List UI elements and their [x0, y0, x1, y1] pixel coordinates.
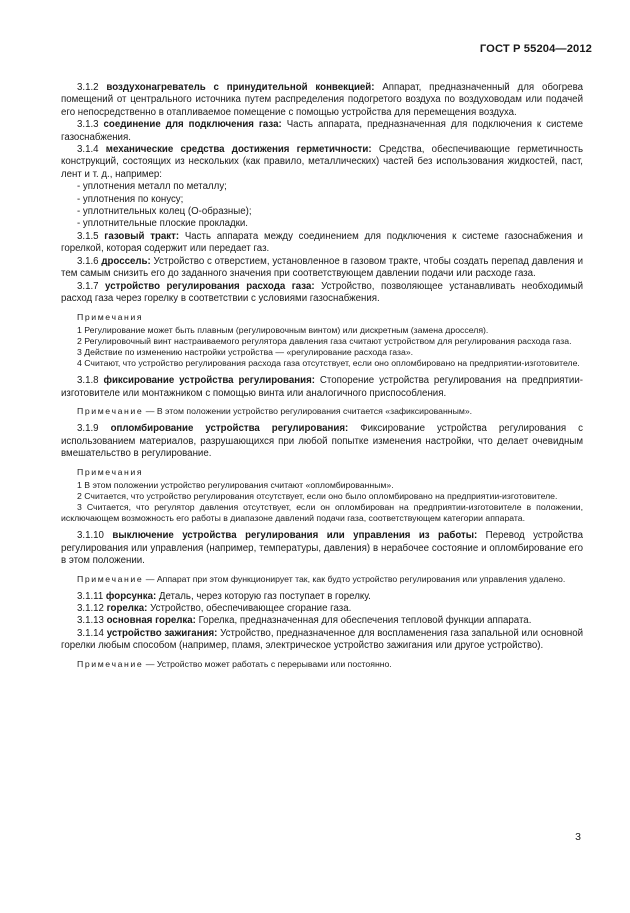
list-item: - уплотнительных колец (О-образные);: [77, 206, 252, 218]
clause-term: газовый тракт:: [104, 230, 180, 242]
note-label: Примечание: [77, 573, 144, 584]
note-single: [61, 659, 583, 670]
clause-3-1-8: [61, 375, 583, 400]
clause-text: Устройство, позволяющее устанавливать необходимый расход газа через горелку в соответствии с условиями газоснабжения.: [61, 280, 583, 304]
clause-3-1-12: [61, 603, 583, 615]
list-item: - уплотнения металл по металлу;: [77, 181, 227, 193]
clause-term: соединение для подключения газа:: [103, 119, 282, 131]
clause-text: Устройство, обеспечивающее сгорание газа.: [150, 602, 352, 614]
clause-3-1-3: [61, 119, 583, 144]
clause-text: Средства, обеспечивающие герметичность конструкций, состоящих из нескольких (как правило, металлических) частей без использования жидкостей, паст, лент и т. д., например:: [61, 144, 583, 180]
notes-heading: Примечания: [77, 467, 144, 478]
clause-3-1-13: [61, 615, 583, 627]
clause-text: Часть аппарата между соединением для подключения к системе газоснабжения и горелкой, которая содержит или передает газ.: [61, 230, 583, 255]
clause-term: горелка:: [106, 602, 148, 614]
note-item: 1 Регулирование может быть плавным (регулировочным винтом) или дискретным (замена дросселя).: [77, 325, 489, 336]
clause-number: 3.1.12: [77, 602, 104, 614]
clause-3-1-10: [61, 530, 583, 567]
clause-text: Горелка, предназначенная для обеспечения тепловой функции аппарата.: [198, 615, 532, 627]
note-single: [61, 406, 583, 417]
list-item: - уплотнительные плоские прокладки.: [77, 218, 248, 230]
clause-term: воздухонагреватель с принудительной конвекцией:: [106, 82, 375, 93]
clause-number: 3.1.6: [77, 255, 99, 267]
clause-text: Стопорение устройства регулирования на предприятии-изготовителе или монтажником с помощью винта или аналогичного приспособления.: [61, 375, 583, 399]
clause-number: 3.1.2: [77, 82, 99, 93]
notes-heading: Примечания: [77, 312, 144, 323]
note-item: 1 В этом положении устройство регулирования считают «опломбированным».: [77, 480, 394, 491]
clause-text: Деталь, через которую газ поступает в горелку.: [158, 590, 371, 602]
clause-term: форсунка:: [105, 590, 157, 602]
clause-term: фиксирование устройства регулирования:: [103, 375, 315, 387]
clause-3-1-9: [61, 423, 583, 460]
clause-term: механические средства достижения герметичности:: [105, 144, 372, 156]
clause-term: дроссель:: [101, 255, 151, 267]
clause-text: Фиксирование устройства регулирования с использованием материалов, разрушающихся при любой попытке изменения настройки, что делает очевидным вмешательство в регулирование.: [61, 423, 583, 459]
clause-number: 3.1.9: [77, 423, 99, 435]
clause-number: 3.1.10: [77, 530, 104, 542]
clause-3-1-11: [61, 591, 583, 603]
clause-3-1-7: [61, 281, 583, 306]
clause-number: 3.1.4: [77, 144, 99, 156]
clause-text: Устройство, предназначенное для воспламенения газа запальной или основной горелки любым способом (например, пламя, электрическое устройство зажигания или другое устройство).: [61, 627, 584, 652]
note-label: Примечание: [77, 658, 144, 669]
note-item: 3 Действие по изменению настройки устройства — «регулирование расхода газа».: [77, 347, 414, 358]
document-header: ГОСТ Р 55204—2012: [479, 43, 592, 55]
clause-term: устройство зажигания:: [106, 627, 218, 639]
clause-number: 3.1.5: [77, 230, 99, 242]
note-single: [61, 574, 583, 585]
clause-term: опломбирование устройства регулирования:: [110, 423, 349, 435]
clause-number: 3.1.8: [77, 375, 99, 387]
clause-number: 3.1.11: [77, 590, 104, 602]
clause-term: основная горелка:: [106, 615, 196, 627]
clause-number: 3.1.3: [77, 119, 99, 131]
clause-3-1-5: [61, 231, 583, 256]
note-text: — Устройство может работать с перерывами или постоянно.: [145, 658, 392, 669]
note-label: Примечание: [77, 406, 144, 417]
clause-text: Аппарат, предназначенный для обогрева помещений от центрального источника путем распределения подогретого воздуха по воздуховодам или подачей его непосредственно в отапливаемое помещение с помощью устройства для перемещения воздуха.: [61, 82, 583, 118]
list-item: - уплотнения по конусу;: [77, 193, 184, 205]
clause-3-1-2: [61, 82, 583, 119]
note-item: 2 Считается, что устройство регулирования отсутствует, если оно было опломбировано на предприятии-изготовителе.: [77, 491, 558, 502]
clause-number: 3.1.7: [77, 280, 99, 292]
note-text: — Аппарат при этом функционирует так, как будто устройство регулирования или управления удалено.: [145, 573, 566, 584]
note-item: 2 Регулировочный винт настраиваемого регулятора давления газа считают устройством для регулирования расхода газа.: [77, 336, 572, 347]
clause-term: выключение устройства регулирования или управления из работы:: [112, 530, 478, 542]
clause-text: Часть аппарата, предназначенная для подключения к системе газоснабжения.: [61, 119, 583, 143]
clause-text: Перевод устройства регулирования или управления (например, температуры, давления) в нерабочее состояние и опломбирование его в этом положении.: [61, 530, 583, 567]
clause-3-1-6: [61, 256, 583, 281]
clause-3-1-14: [61, 628, 583, 653]
page-number: 3: [575, 831, 581, 843]
clause-term: устройство регулирования расхода газа:: [105, 280, 315, 292]
clause-number: 3.1.14: [77, 627, 104, 639]
note-item: 4 Считают, что устройство регулирования расхода газа отсутствует, если оно опломбировано на предприятии-изготовителе.: [77, 358, 580, 369]
document-body: [61, 82, 583, 670]
note-text: — В этом положении устройство регулирования считается «зафиксированным».: [145, 406, 473, 417]
clause-number: 3.1.13: [77, 615, 104, 627]
clause-3-1-4: [61, 144, 583, 181]
note-item: 3 Считается, что регулятор давления отсутствует, если он опломбирован на предприятии-изготовителе в положении, исключающем возможность его работы в диапазоне давлений подачи газа, соответствующем категории аппарата.: [61, 502, 583, 524]
clause-text: Устройство с отверстием, установленное в газовом тракте, чтобы создать перепад давления и тем самым снизить его до заданного значения при соответствующем давлении подачи или расходе газа.: [61, 255, 583, 280]
